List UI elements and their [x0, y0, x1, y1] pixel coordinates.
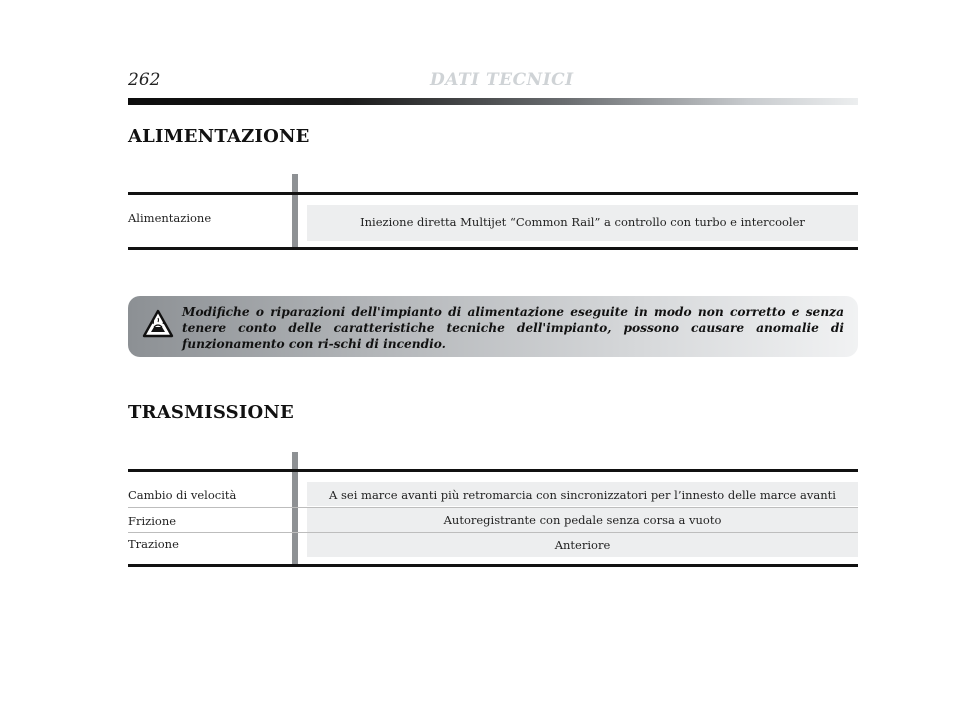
header-rule [128, 98, 858, 105]
spec-label-alimentazione: Alimentazione [128, 211, 212, 225]
spec-value-cambio: A sei marce avanti più retromarcia con sincronizzatori per l’innesto delle marce avanti [329, 488, 836, 502]
page-number: 262 [128, 70, 161, 90]
section-title-trasmissione: TRASMISSIONE [128, 402, 294, 423]
table-top-rule [128, 469, 858, 472]
running-head: DATI TECNICI [430, 70, 574, 90]
table-divider-bar [292, 174, 298, 248]
spec-label-trazione: Trazione [128, 537, 179, 551]
table-top-rule [128, 192, 858, 195]
spec-label-frizione: Frizione [128, 514, 177, 528]
spec-value-frizione: Autoregistrante con pedale senza corsa a vuoto [443, 513, 722, 527]
table-bottom-rule [128, 564, 858, 567]
spec-label-cambio: Cambio di velocità [128, 488, 237, 502]
spec-value-trazione: Anteriore [554, 538, 611, 552]
warning-text: Modifiche o riparazioni dell'impianto di alimentazione eseguite in modo non corretto e senza tenere conto delle caratteristiche tecniche dell'impianto, possono causare anomalie di funzionamento con ri-schi di incendio. [182, 305, 844, 351]
section-title-alimentazione: ALIMENTAZIONE [128, 126, 310, 147]
table-bottom-rule [128, 247, 858, 250]
warning-triangle-icon [142, 308, 174, 340]
spec-value-alimentazione: Iniezione diretta Multijet “Common Rail” a controllo con turbo e intercooler [360, 215, 805, 229]
